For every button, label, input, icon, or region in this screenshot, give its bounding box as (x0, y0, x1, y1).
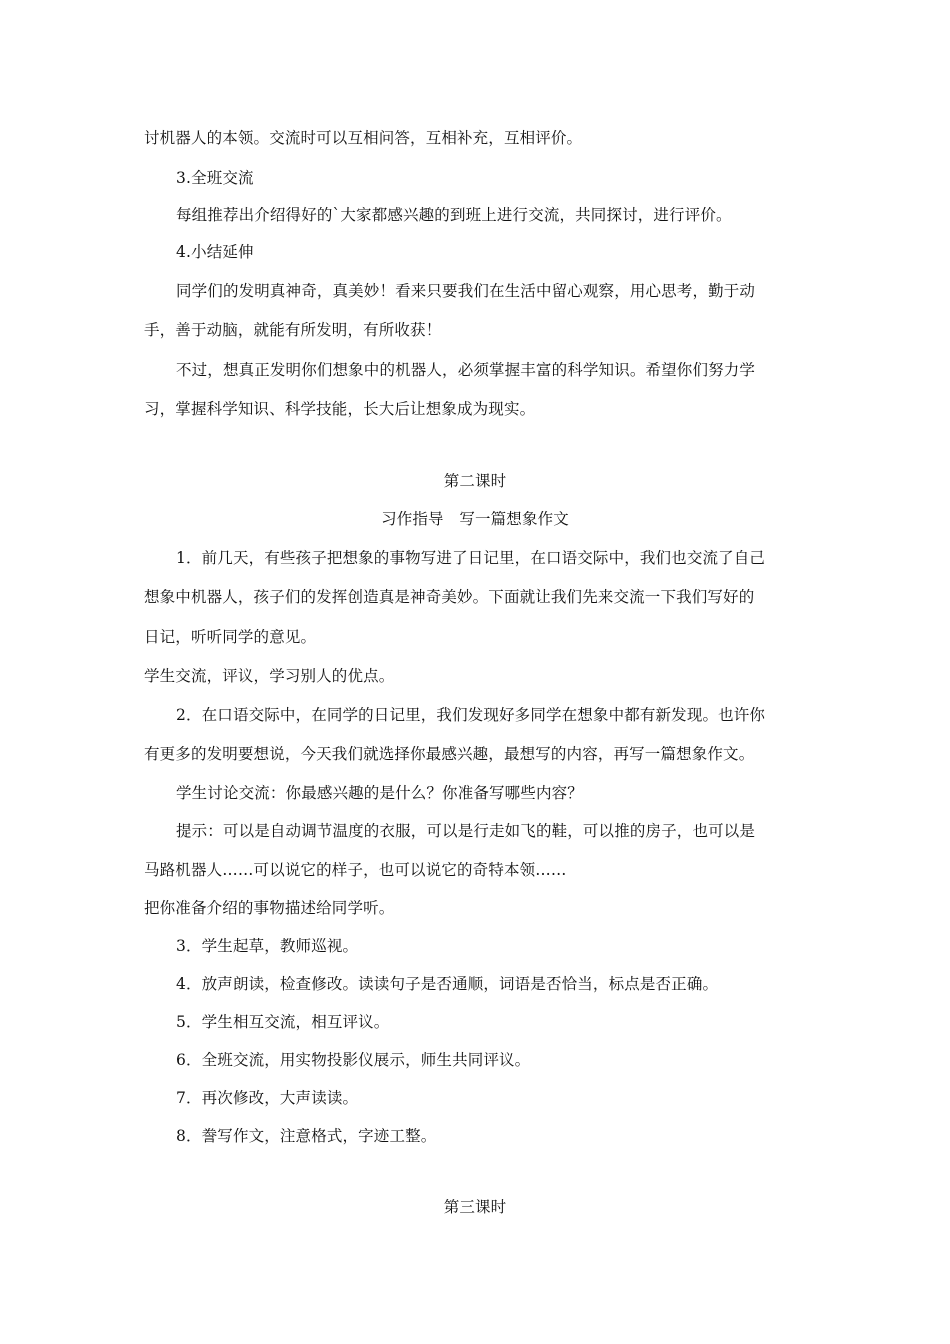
paragraph-line: 马路机器人……可以说它的样子，也可以说它的奇特本领…… (144, 861, 567, 879)
paragraph-line: 每组推荐出介绍得好的`大家都感兴趣的到班上进行交流，共同探讨，进行评价。 (176, 206, 732, 224)
paragraph-line: 学生交流，评议，学习别人的优点。 (144, 667, 395, 685)
step-item: 6．全班交流，用实物投影仪展示，师生共同评议。 (176, 1051, 531, 1069)
paragraph-line: 有更多的发明要想说，今天我们就选择你最感兴趣，最想写的内容，再写一篇想象作文。 (144, 745, 755, 763)
step-item: 3．学生起草，教师巡视。 (176, 937, 359, 955)
paragraph-line: 习，掌握科学知识、科学技能，长大后让想象成为现实。 (144, 400, 536, 418)
paragraph-line: 讨机器人的本领。交流时可以互相问答，互相补充，互相评价。 (144, 129, 583, 147)
step-item: 5．学生相互交流，相互评议。 (176, 1013, 390, 1031)
paragraph-line: 把你准备介绍的事物描述给同学听。 (144, 899, 395, 917)
paragraph-line: 学生讨论交流：你最感兴趣的是什么？你准备写哪些内容？ (176, 784, 583, 802)
paragraph-line: 同学们的发明真神奇，真美妙！看来只要我们在生活中留心观察，用心思考，勤于动 (176, 282, 756, 300)
lesson-subtitle: 习作指导 写一篇想象作文 (381, 510, 569, 528)
paragraph-line: 1．前几天，有些孩子把想象的事物写进了日记里，在口语交际中，我们也交流了自己 (176, 549, 766, 567)
paragraph-line: 提示：可以是自动调节温度的衣服，可以是行走如飞的鞋，可以推的房子，也可以是 (176, 822, 756, 840)
step-item: 8．誊写作文，注意格式，字迹工整。 (176, 1127, 437, 1145)
paragraph-line: 日记，听听同学的意见。 (144, 628, 317, 646)
lesson-title-third: 第三课时 (443, 1198, 507, 1216)
step-item: 7．再次修改，大声读读。 (176, 1089, 359, 1107)
paragraph-line: 不过，想真正发明你们想象中的机器人，必须掌握丰富的科学知识。希望你们努力学 (176, 361, 756, 379)
section-heading-summary: 4.小结延伸 (176, 243, 254, 261)
paragraph-line: 想象中机器人，孩子们的发挥创造真是神奇美妙。下面就让我们先来交流一下我们写好的 (144, 588, 755, 606)
section-heading-class-exchange: 3.全班交流 (176, 169, 254, 187)
paragraph-line: 2．在口语交际中，在同学的日记里，我们发现好多同学在想象中都有新发现。也许你 (176, 706, 766, 724)
lesson-title-second: 第二课时 (443, 472, 507, 490)
step-item: 4．放声朗读，检查修改。读读句子是否通顺，词语是否恰当，标点是否正确。 (176, 975, 719, 993)
paragraph-line: 手，善于动脑，就能有所发明，有所收获！ (144, 321, 442, 339)
